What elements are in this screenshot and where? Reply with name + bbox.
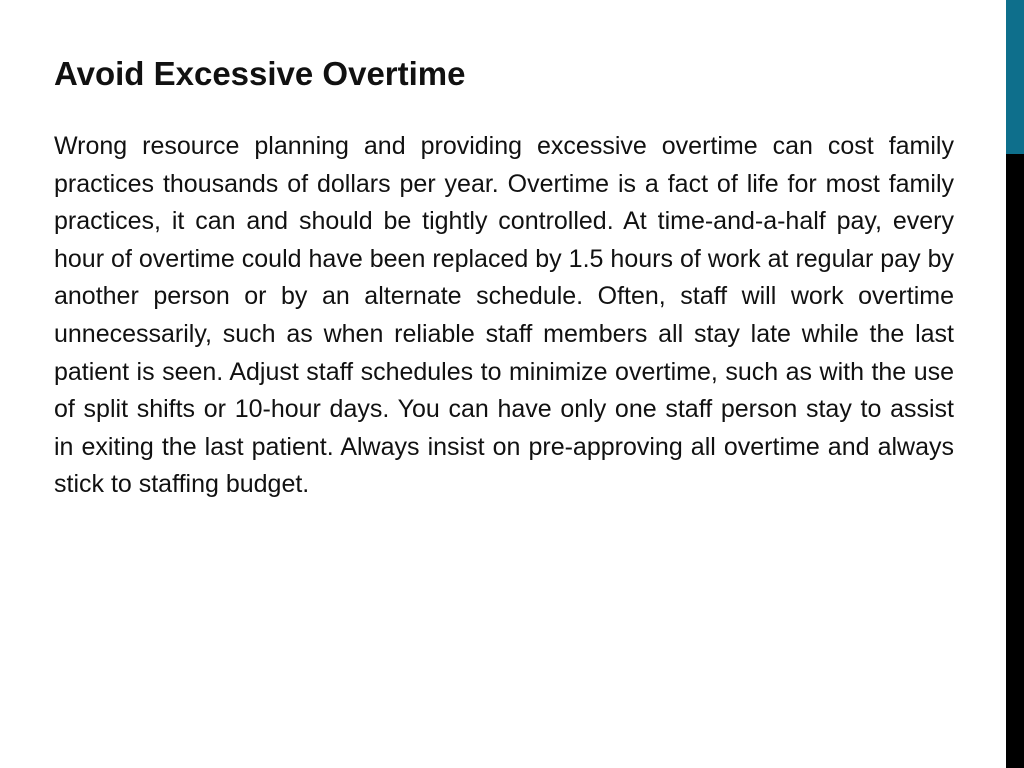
side-bar-accent	[1006, 0, 1024, 154]
side-bar	[1006, 0, 1024, 768]
slide-title: Avoid Excessive Overtime	[54, 55, 466, 92]
slide-body-text: Wrong resource planning and providing excessive overtime can cost family practices thousands of dollars per year. Overtime is a fact of life for most family practices, it can and should be tightly controlled. At time-and-a-half pay, every hour of overtime could have been replaced by 1.5 hours of work at regular pay by another person or by an alternate schedule. Often, staff will work overtime unnecessarily, such as when reliable staff members all stay late while the last patient is seen. Adjust staff schedules to minimize overtime, such as with the use of split shifts or 10-hour days. You can have only one staff person stay to assist in exiting the last patient. Always insist on pre-approving all overtime and always stick to staffing budget.	[54, 132, 954, 499]
